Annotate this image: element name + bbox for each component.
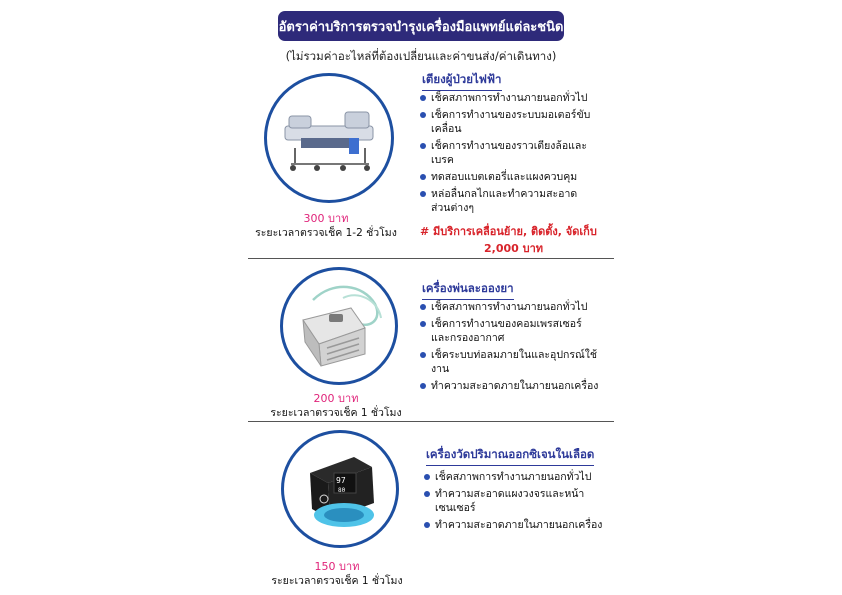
list-item xyxy=(424,487,614,515)
oximeter-section-title-text: เครื่องวัดปริมาณออกซิเจนในเลือด xyxy=(426,447,595,461)
list-item-text: เช็คสภาพการทำงานภายนอกทั่วไป xyxy=(435,471,592,483)
oximeter-section-title xyxy=(426,446,594,466)
list-item xyxy=(420,170,595,184)
page-title xyxy=(278,11,564,41)
oximeter-duration: ระยะเวลาตรวจเช็ค 1 ชั่วโมง xyxy=(271,575,403,587)
bed-duration: ระยะเวลาตรวจเช็ค 1-2 ชั่วโมง xyxy=(255,227,397,239)
bullet-icon xyxy=(424,474,430,480)
nebulizer-price: 200 บาท xyxy=(313,392,359,405)
bullet-icon xyxy=(420,174,426,180)
nebulizer-section-title xyxy=(422,280,514,300)
nebulizer-section-title-text: เครื่องพ่นละอองยา xyxy=(422,281,514,295)
nebulizer-duration: ระยะเวลาตรวจเช็ค 1 ชั่วโมง xyxy=(270,407,402,419)
list-item-text: เช็คสภาพการทำงานภายนอกทั่วไป xyxy=(431,92,588,104)
oximeter-image-frame xyxy=(281,430,399,548)
nebulizer-icon xyxy=(283,270,395,382)
list-item-text: เช็คการทำงานของระบบมอเตอร์ขับเคลื่อน xyxy=(431,109,591,135)
electric-bed-icon xyxy=(267,76,391,200)
list-item xyxy=(420,379,600,393)
list-item xyxy=(420,317,600,345)
bed-service-note-price: 2,000 บาท xyxy=(484,242,544,255)
list-item-text: ทำความสะอาดภายในภายนอกเครื่อง xyxy=(435,519,603,531)
list-item xyxy=(420,91,595,105)
nebulizer-image-frame xyxy=(280,267,398,385)
list-item-text: เช็คสภาพการทำงานภายนอกทั่วไป xyxy=(431,301,588,313)
bullet-icon xyxy=(420,304,426,310)
bullet-icon xyxy=(420,191,426,197)
section-divider xyxy=(248,421,614,422)
pulse-oximeter-icon xyxy=(284,433,396,545)
bullet-icon xyxy=(420,383,426,389)
bed-price: 300 บาท xyxy=(303,212,349,225)
oximeter-price: 150 บาท xyxy=(314,560,360,573)
list-item xyxy=(424,518,614,532)
bed-section-title xyxy=(422,71,502,91)
list-item xyxy=(424,470,614,484)
oximeter-item-list xyxy=(424,470,614,535)
list-item-text: ทดสอบแบตเตอรี่และแผงควบคุม xyxy=(431,171,578,183)
page-title-text: อัตราค่าบริการตรวจบำรุงเครื่องมือแพทย์แต่ละชนิด xyxy=(278,19,564,35)
nebulizer-item-list xyxy=(420,300,600,396)
bullet-icon xyxy=(420,95,426,101)
bullet-icon xyxy=(424,491,430,497)
oximeter-spo2-readout: 97 xyxy=(336,476,346,485)
bed-image-frame xyxy=(264,73,394,203)
bullet-icon xyxy=(420,321,426,327)
list-item xyxy=(420,108,595,136)
list-item-text: หล่อลื่นกลไกและทำความสะอาดส่วนต่างๆ xyxy=(431,188,578,214)
page-subtitle: (ไม่รวมค่าอะไหล่ที่ต้องเปลี่ยนและค่าขนส่ง/ค่าเดินทาง) xyxy=(285,49,557,63)
list-item-text: เช็คการทำงานของราวเตียงล้อและเบรค xyxy=(431,140,587,166)
list-item-text: ทำความสะอาดแผงวงจรและหน้าเซนเซอร์ xyxy=(435,488,585,514)
bullet-icon xyxy=(424,522,430,528)
list-item-text: เช็คการทำงานของคอมเพรสเซอร์และกรองอากาศ xyxy=(431,318,582,344)
bullet-icon xyxy=(420,112,426,118)
bullet-icon xyxy=(420,143,426,149)
bed-section-title-text: เตียงผู้ป่วยไฟฟ้า xyxy=(422,72,502,86)
list-item xyxy=(420,348,600,376)
list-item xyxy=(420,139,595,167)
section-divider xyxy=(248,258,614,259)
list-item-text: เช็คระบบท่อลมภายในและอุปกรณ์ใช้งาน xyxy=(431,349,598,375)
oximeter-pulse-readout: 80 xyxy=(338,487,346,494)
list-item xyxy=(420,300,600,314)
list-item-text: ทำความสะอาดภายในภายนอกเครื่อง xyxy=(431,380,599,392)
list-item xyxy=(420,187,595,215)
bullet-icon xyxy=(420,352,426,358)
bed-item-list xyxy=(420,91,595,218)
bed-service-note: # มีบริการเคลื่อนย้าย, ติดตั้ง, จัดเก็บ xyxy=(420,225,597,238)
